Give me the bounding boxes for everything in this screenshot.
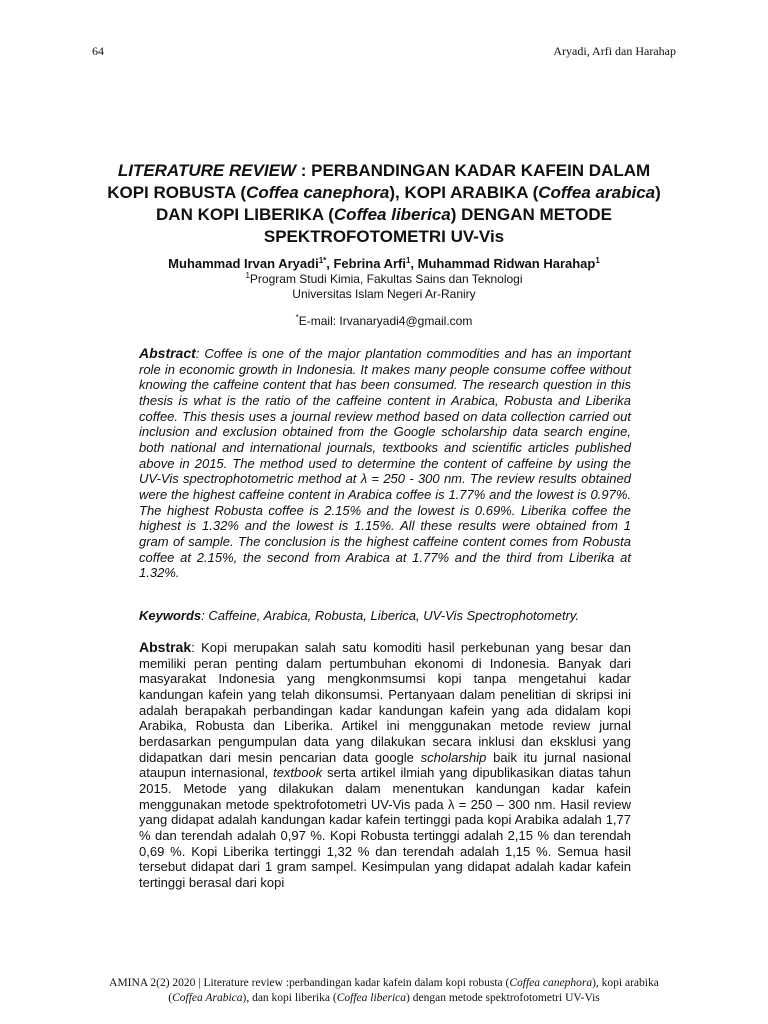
author-affiliation-mark: 1 <box>595 256 600 265</box>
abstrak-italic-term: textbook <box>273 765 323 781</box>
footer-species: Coffea canephora <box>509 977 593 989</box>
abstrak-label: Abstrak <box>139 639 192 655</box>
corresponding-mark: * <box>295 313 299 322</box>
abstract-text: : Coffee is one of the major plantation commodities and has an important role in economic growth in Indonesia. It makes many people consume coffee without knowing the caffeine content that has been consumed. The research question in this thesis is what is the ratio of the caffeine content in Arabica, Robusta and Liberika coffee. This thesis uses a journal review method based on data collection carried out inclusion and exclusion obtained from the Google scholarship data search engine, both national and international journals, textbooks and scientific articles published above in 2015. The method used to determine the content of caffeine by using the UV-Vis spectrophotometric method at λ = 250 - 300 nm. The review results obtained were the highest caffeine content in Arabica coffee is 1.77% and the lowest is 0.97%. The highest Robusta coffee is 2.15% and the lowest is 0.69%. Liberika coffee the highest is 1.32% and the lowest is 1.15%. All these results were obtained from 1 gram of sample. The conclusion is the highest caffeine content comes from Robusta coffee at 2.15%, the second from Arabica at 1.77% and the third from Liberika at 1.32%. <box>139 346 631 581</box>
affiliation-mark: 1 <box>245 271 250 280</box>
keywords <box>139 608 631 624</box>
footer-text: ), kopi arabika ( <box>168 977 659 1004</box>
footer-species: Coffea liberica <box>336 992 407 1004</box>
author-name: Muhammad Irvan Aryadi <box>168 256 319 271</box>
title-prefix: LITERATURE REVIEW <box>117 161 297 180</box>
footer-text: AMINA 2(2) 2020 | Literature review :perbandingan kadar kafein dalam kopi robusta ( <box>109 977 510 989</box>
paper-title <box>96 160 672 248</box>
running-head: Aryadi, Arfi dan Harahap <box>553 44 676 58</box>
title-part: ), KOPI ARABIKA ( <box>389 183 539 202</box>
abstract-label: Abstract <box>139 345 196 361</box>
title-species: Coffea arabica <box>538 183 656 202</box>
affiliation-university: Universitas Islam Negeri Ar-Raniry <box>292 287 476 301</box>
author-affiliation-mark: 1 <box>405 256 411 265</box>
title-part: : PERBANDINGAN KADAR KAFEIN DALAM KOPI ROBUSTA ( <box>107 161 651 202</box>
email-text: E-mail: Irvanaryadi4@gmail.com <box>298 314 473 328</box>
title-part: ) DAN KOPI LIBERIKA ( <box>156 183 661 224</box>
corresponding-email <box>96 314 672 329</box>
abstrak-text: baik itu jurnal nasional ataupun internasional, <box>139 749 632 781</box>
affiliation <box>96 272 672 302</box>
author-separator: , <box>410 256 418 271</box>
affiliation-line <box>96 272 672 287</box>
keywords-text: : Caffeine, Arabica, Robusta, Liberica, UV-Vis Spectrophotometry. <box>201 608 580 623</box>
author-name: Muhammad Ridwan Harahap <box>417 256 596 271</box>
author-name: Febrina Arfi <box>333 256 406 271</box>
page-footer <box>92 976 676 1006</box>
author-affiliation-mark: 1* <box>318 256 327 265</box>
author-list <box>96 256 672 272</box>
affiliation-program: Program Studi Kimia, Fakultas Sains dan Teknologi <box>249 272 523 286</box>
keywords-label: Keywords <box>139 608 202 623</box>
title-part: ) DENGAN METODE SPEKTROFOTOMETRI UV-Vis <box>263 205 612 246</box>
abstrak-italic-term: scholarship <box>420 749 487 765</box>
footer-text: ), dan kopi liberika ( <box>242 992 337 1004</box>
author-separator: , <box>326 256 334 271</box>
footer-text: ) dengan metode spektrofotometri UV-Vis <box>406 992 600 1004</box>
title-species: Coffea canephora <box>246 183 390 202</box>
abstrak-text: serta artikel ilmiah yang dipublikasikan diatas tahun 2015. Metode yang dilakukan dalam menentukan kandungan kadar kafein menggunakan metode spektrofotometri UV-Vis pada λ = 250 – 300 nm. Hasil review yang didapat adalah kandungan kadar kafein tertinggi pada kopi Arabika adalah 1,77 % dan terendah adalah 0,97 %. Kopi Robusta tertinggi adalah 2,15 % dan terendah 0,69 %. Kopi Liberika tertinggi 1,32 % dan terendah adalah 1,15 %. Semua hasil tersebut didapat dari 1 gram sampel. Kesimpulan yang didapat adalah kadar kafein tertinggi berasal dari kopi <box>139 765 631 890</box>
title-species: Coffea liberica <box>333 205 451 224</box>
abstract-english <box>139 346 631 581</box>
abstract-indonesian <box>139 640 631 891</box>
footer-species: Coffea Arabica <box>172 992 243 1004</box>
abstrak-text: : Kopi merupakan salah satu komoditi hasil perkebunan yang besar dan memiliki peran penting dalam pertumbuhan ekonomi di Indonesia. Banyak dari masyarakat Indonesia yang mengkonmsumsi kopi tanpa mengetahui kadar kandungan kafein yang telah dikonsumsi. Pertanyaan dalam penelitian di skripsi ini adalah berapakah perbandingan kadar kandungan kafein yang ada didalam kopi Arabika, Robusta dan Liberika. Artikel ini menggunakan metode review jurnal berdasarkan pengumpulan data yang dilakukan secara inklusi dan eksklusi yang didapatkan dari mesin pencarian data google <box>139 640 631 765</box>
page-number: 64 <box>92 44 104 58</box>
